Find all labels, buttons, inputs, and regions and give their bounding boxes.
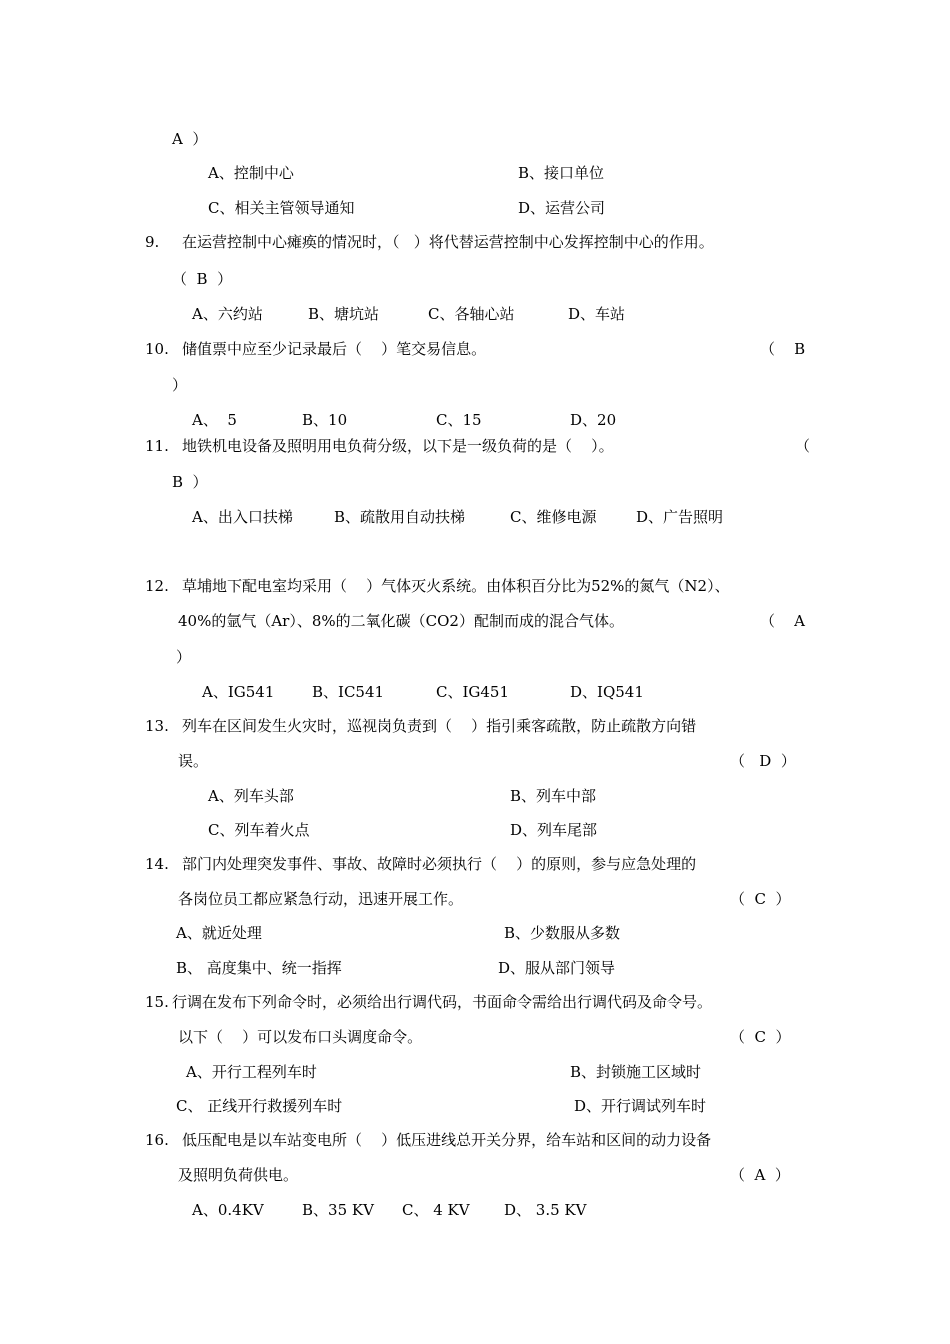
q12-text-line2: 40%的氩气（Ar）、8%的二氧化碳（CO2）配制而成的混合气体。	[178, 612, 624, 630]
q11-answer-open: （	[795, 437, 811, 455]
q15-option-c: C、 正线开行救援列车时	[176, 1097, 343, 1115]
q10-answer-close: ）	[172, 376, 188, 394]
q12-text-line1: 草埔地下配电室均采用（ ）气体灭火系统。由体积百分比为52%的氮气（N2）、	[182, 577, 730, 595]
q15-option-b: B、封锁施工区域时	[570, 1063, 702, 1081]
q12-option-c: C、IG451	[436, 683, 510, 701]
q16-text-line2: 及照明负荷供电。	[178, 1166, 299, 1184]
q12-option-b: B、IC541	[312, 683, 385, 701]
q9-option-d: D、车站	[568, 305, 626, 323]
q11-option-c: C、维修电源	[510, 508, 597, 526]
q11-option-d: D、广告照明	[636, 508, 724, 526]
q10-number: 10.	[145, 340, 169, 358]
q13-answer: （ D ）	[730, 752, 796, 770]
q11-number: 11.	[145, 437, 169, 455]
q12-option-a: A、IG541	[202, 683, 275, 701]
q9-text: 在运营控制中心瘫痪的情况时，（ ）将代替运营控制中心发挥控制中心的作用。	[182, 233, 714, 251]
q14-text-line2: 各岗位员工都应紧急行动，迅速开展工作。	[178, 890, 464, 908]
q13-number: 13.	[145, 717, 169, 735]
q8-option-c: C、相关主管领导通知	[208, 199, 355, 217]
q8-option-d: D、运营公司	[518, 199, 606, 217]
q11-answer-close: B ）	[172, 473, 208, 491]
q10-answer-open: （ B	[760, 340, 806, 358]
q10-option-b: B、10	[302, 411, 348, 429]
q14-option-d: D、服从部门领导	[498, 959, 616, 977]
q12-number: 12.	[145, 577, 169, 595]
q14-option-b: B、少数服从多数	[504, 924, 621, 942]
q12-option-d: D、IQ541	[570, 683, 644, 701]
q16-option-b: B、35 KV	[302, 1201, 374, 1219]
q16-number: 16.	[145, 1131, 169, 1149]
q13-text-line1: 列车在区间发生火灾时，巡视岗负责到（ ）指引乘客疏散，防止疏散方向错	[182, 717, 697, 735]
q11-text: 地铁机电设备及照明用电负荷分级，以下是一级负荷的是（ ）。	[182, 437, 614, 455]
q12-answer-close: ）	[176, 648, 192, 666]
q16-option-a: A、0.4KV	[192, 1201, 264, 1219]
q14-text-line1: 部门内处理突发事件、事故、故障时必须执行（ ）的原则，参与应急处理的	[182, 855, 697, 873]
q8-option-a: A、控制中心	[208, 164, 294, 182]
q13-option-c: C、列车着火点	[208, 821, 310, 839]
q15-number: 15.	[145, 993, 169, 1011]
q15-option-d: D、开行调试列车时	[574, 1097, 707, 1115]
q9-option-c: C、各轴心站	[428, 305, 515, 323]
q14-number: 14.	[145, 855, 169, 873]
q15-option-a: A、开行工程列车时	[186, 1063, 317, 1081]
q10-option-d: D、20	[570, 411, 617, 429]
q9-option-b: B、塘坑站	[308, 305, 380, 323]
q8-answer: A ）	[172, 130, 208, 148]
q16-option-d: D、 3.5 KV	[504, 1201, 587, 1219]
q15-answer: （ C ）	[730, 1028, 791, 1046]
q13-option-a: A、列车头部	[208, 787, 294, 805]
q9-answer: （ B ）	[172, 270, 233, 288]
q13-text-line2: 误。	[178, 752, 209, 770]
q15-text-line1: 行调在发布下列命令时，必须给出行调代码，书面命令需给出行调代码及命令号。	[172, 993, 713, 1011]
q9-option-a: A、六约站	[192, 305, 263, 323]
q14-answer: （ C ）	[730, 890, 791, 908]
q15-text-line2: 以下（ ）可以发布口头调度命令。	[178, 1028, 423, 1046]
q10-text: 储值票中应至少记录最后（ ）笔交易信息。	[182, 340, 487, 358]
q16-option-c: C、 4 KV	[402, 1201, 470, 1219]
q14-option-c: B、 高度集中、统一指挥	[176, 959, 342, 977]
q12-answer-open: （ A	[760, 612, 805, 630]
q11-option-b: B、疏散用自动扶梯	[334, 508, 466, 526]
q13-option-b: B、列车中部	[510, 787, 597, 805]
q14-option-a: A、就近处理	[176, 924, 262, 942]
q16-answer: （ A ）	[730, 1166, 790, 1184]
q10-option-a: A、 5	[192, 411, 237, 429]
q16-text-line1: 低压配电是以车站变电所（ ）低压进线总开关分界，给车站和区间的动力设备	[182, 1131, 712, 1149]
q13-option-d: D、列车尾部	[510, 821, 598, 839]
q8-option-b: B、接口单位	[518, 164, 605, 182]
q10-option-c: C、15	[436, 411, 482, 429]
q9-number: 9.	[145, 233, 160, 251]
q11-option-a: A、出入口扶梯	[192, 508, 293, 526]
